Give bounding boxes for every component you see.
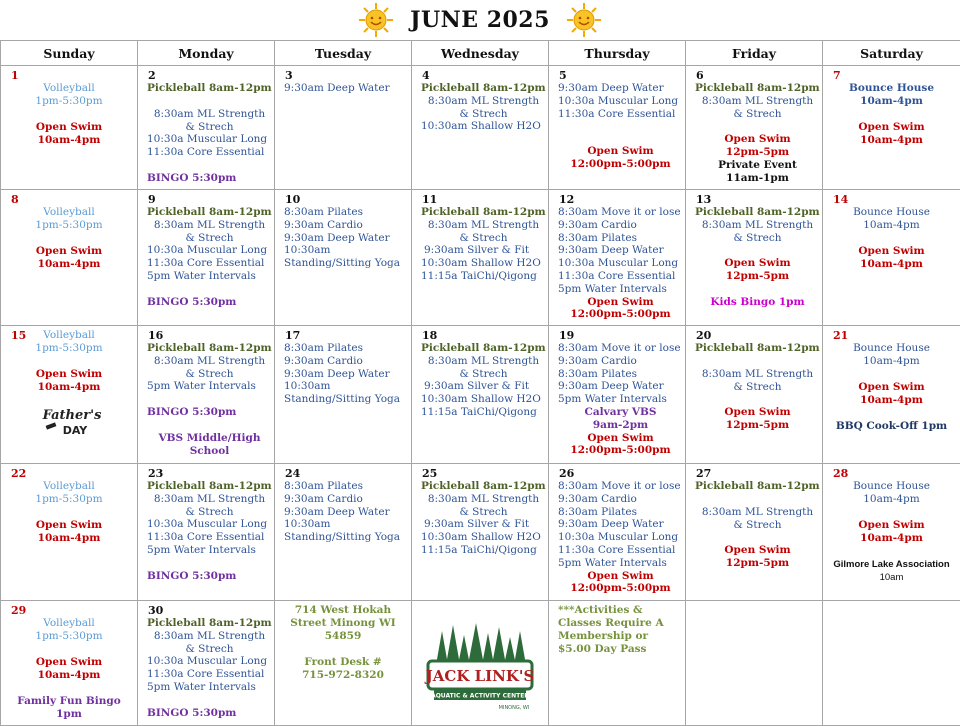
weekday-header-row [1, 41, 960, 66]
day-cell-9 [138, 190, 275, 326]
event-shallow-h2o: 10:30am Shallow H2O [421, 393, 546, 406]
event-ml-strength: 8:30am ML Strength [695, 95, 820, 108]
event-open-swim: Open Swim [1, 368, 137, 381]
day-cell-14 [823, 190, 960, 326]
day-cell-30 [138, 601, 275, 726]
day-number: 4 [422, 69, 430, 82]
event-deep-water: 9:30am Deep Water [558, 244, 683, 257]
event-time: 12:00pm-5:00pm [558, 582, 683, 595]
day-events [421, 342, 546, 419]
event-ml-strength: 8:30am ML Strength [421, 493, 546, 506]
event-core-essential: 11:30a Core Essential [147, 531, 272, 544]
info-cell-note [549, 601, 686, 726]
event-time: 12:00pm-5:00pm [558, 444, 683, 457]
day-events [695, 342, 820, 432]
event-pilates: 8:30am Pilates [558, 506, 683, 519]
event-open-swim: Open Swim [558, 145, 683, 158]
week-row [1, 66, 960, 190]
day-cell-6 [686, 66, 823, 190]
day-events [421, 480, 546, 557]
day-cell-5 [549, 66, 686, 190]
address-block [275, 604, 411, 682]
event-time: 10am-4pm [1, 381, 137, 394]
event-strech: & Strech [147, 368, 272, 381]
event-time: 9am-2pm [558, 419, 683, 432]
day-events [147, 342, 272, 458]
event-bounce-house: Bounce House [823, 480, 960, 493]
event-pickleball: Pickleball 8am-12pm [147, 480, 272, 493]
calendar-header [0, 0, 960, 40]
event-bingo: BINGO 5:30pm [147, 570, 272, 583]
event-deep-water: 9:30am Deep Water [284, 232, 409, 245]
week-row [1, 326, 960, 464]
event-volleyball: Volleyball [1, 329, 137, 342]
event-time: 10am-4pm [1, 258, 137, 271]
day-number: 6 [696, 69, 704, 82]
day-number: 26 [559, 467, 574, 480]
day-number: 3 [285, 69, 293, 82]
event-open-swim: Open Swim [1, 656, 137, 669]
event-move-it: 8:30am Move it or lose [558, 206, 683, 219]
event-time: 10am-4pm [823, 95, 960, 108]
event-water-intervals: 5pm Water Intervals [147, 380, 272, 393]
day-events [1, 617, 137, 721]
day-number: 16 [148, 329, 163, 342]
event-core-essential: 11:30a Core Essential [558, 108, 683, 121]
event-cardio: 9:30am Cardio [284, 355, 409, 368]
day-cell-3 [275, 66, 412, 190]
day-number: 30 [148, 604, 163, 617]
event-move-it: 8:30am Move it or lose [558, 480, 683, 493]
front-desk-phone: 715-972-8320 [275, 669, 411, 682]
weekday-wednesday: Wednesday [412, 41, 549, 66]
event-volleyball: Volleyball [1, 206, 137, 219]
day-events [695, 82, 820, 185]
event-pilates: 8:30am Pilates [284, 480, 409, 493]
event-strech: & Strech [695, 381, 820, 394]
day-events [558, 206, 683, 321]
day-events [147, 480, 272, 583]
day-number: 17 [285, 329, 300, 342]
note-line: $5.00 Day Pass [558, 643, 681, 656]
event-taichi: 11:15a TaiChi/Qigong [421, 406, 546, 419]
event-open-swim: Open Swim [695, 406, 820, 419]
event-volleyball: Volleyball [1, 82, 137, 95]
day-events [823, 480, 960, 584]
day-events [284, 82, 409, 95]
logo-location: MINONG, WI [499, 705, 530, 711]
event-ml-strength: 8:30am ML Strength [147, 219, 272, 232]
event-cardio: 9:30am Cardio [558, 219, 683, 232]
fathers-day-text: Father's [42, 408, 102, 423]
weekday-sunday: Sunday [1, 41, 138, 66]
sun-icon [564, 2, 604, 38]
event-bbq: BBQ Cook-Off 1pm [823, 420, 960, 433]
day-events [823, 206, 960, 271]
event-yoga: Standing/Sitting Yoga [284, 393, 409, 406]
event-strech: & Strech [147, 643, 272, 656]
event-cardio: 9:30am Cardio [284, 219, 409, 232]
event-ml-strength: 8:30am ML Strength [421, 219, 546, 232]
event-core-essential: 11:30a Core Essential [147, 668, 272, 681]
event-muscular-long: 10:30a Muscular Long [147, 655, 272, 668]
event-yoga: Standing/Sitting Yoga [284, 257, 409, 270]
note-line: ***Activities & [558, 604, 681, 617]
event-water-intervals: 5pm Water Intervals [147, 681, 272, 694]
day-events [284, 480, 409, 544]
day-events [147, 617, 272, 720]
day-number: 18 [422, 329, 437, 342]
day-number: 12 [559, 193, 574, 206]
day-number: 19 [559, 329, 574, 342]
event-strech: & Strech [147, 506, 272, 519]
event-strech: & Strech [421, 108, 546, 121]
day-cell-26 [549, 464, 686, 601]
event-time: 10am-4pm [823, 134, 960, 147]
event-pickleball: Pickleball 8am-12pm [147, 342, 272, 355]
day-cell-4 [412, 66, 549, 190]
event-open-swim: Open Swim [695, 133, 820, 146]
day-cell-22 [1, 464, 138, 601]
event-muscular-long: 10:30a Muscular Long [558, 95, 683, 108]
event-pickleball: Pickleball 8am-12pm [147, 82, 272, 95]
jack-links-logo [422, 621, 538, 713]
event-bingo: BINGO 5:30pm [147, 172, 272, 185]
day-number: 8 [11, 193, 19, 206]
event-silver-fit: 9:30am Silver & Fit [421, 518, 546, 531]
event-family-bingo: Family Fun Bingo [1, 695, 137, 708]
day-events [823, 342, 960, 433]
event-ml-strength: 8:30am ML Strength [695, 368, 820, 381]
event-pickleball: Pickleball 8am-12pm [695, 82, 820, 95]
event-yoga: Standing/Sitting Yoga [284, 531, 409, 544]
event-move-it: 8:30am Move it or lose [558, 342, 683, 355]
event-yoga-time: 10:30am [284, 380, 409, 393]
event-strech: & Strech [695, 108, 820, 121]
day-cell-1 [1, 66, 138, 190]
day-number: 11 [422, 193, 437, 206]
day-cell-23 [138, 464, 275, 601]
event-time: 12pm-5pm [695, 557, 820, 570]
event-strech: & Strech [421, 506, 546, 519]
event-yoga-time: 10:30am [284, 244, 409, 257]
day-number: 24 [285, 467, 300, 480]
event-ml-strength: 8:30am ML Strength [421, 95, 546, 108]
empty-cell [686, 601, 823, 726]
weekday-tuesday: Tuesday [275, 41, 412, 66]
day-number: 25 [422, 467, 437, 480]
event-pickleball: Pickleball 8am-12pm [695, 480, 820, 493]
event-pickleball: Pickleball 8am-12pm [695, 206, 820, 219]
week-row [1, 464, 960, 601]
day-cell-21 [823, 326, 960, 464]
event-deep-water: 9:30am Deep Water [284, 506, 409, 519]
event-pickleball: Pickleball 8am-12pm [147, 617, 272, 630]
event-volleyball: Volleyball [1, 617, 137, 630]
fathers-day-icon [39, 404, 105, 440]
day-events [284, 206, 409, 270]
day-number: 28 [833, 467, 848, 480]
event-open-swim: Open Swim [558, 570, 683, 583]
week-row [1, 190, 960, 326]
event-open-swim: Open Swim [558, 296, 683, 309]
event-core-essential: 11:30a Core Essential [147, 146, 272, 159]
event-time: 12pm-5pm [695, 270, 820, 283]
day-events [558, 82, 683, 171]
day-number: 20 [696, 329, 711, 342]
calendar-grid [0, 40, 960, 726]
day-events [284, 342, 409, 406]
event-calvary-vbs: Calvary VBS [558, 406, 683, 419]
day-cell-29 [1, 601, 138, 726]
day-events [1, 329, 137, 394]
day-events [558, 342, 683, 457]
event-taichi: 11:15a TaiChi/Qigong [421, 544, 546, 557]
event-strech: & Strech [147, 232, 272, 245]
day-events [421, 82, 546, 133]
address-line: 54859 [275, 630, 411, 643]
info-cell-logo [412, 601, 549, 726]
event-pickleball: Pickleball 8am-12pm [421, 342, 546, 355]
event-silver-fit: 9:30am Silver & Fit [421, 380, 546, 393]
event-time: 1pm [1, 708, 137, 721]
day-cell-16 [138, 326, 275, 464]
event-muscular-long: 10:30a Muscular Long [558, 531, 683, 544]
event-ml-strength: 8:30am ML Strength [147, 493, 272, 506]
event-open-swim: Open Swim [1, 121, 137, 134]
event-deep-water: 9:30am Deep Water [284, 368, 409, 381]
event-core-essential: 11:30a Core Essential [147, 257, 272, 270]
event-deep-water: 9:30am Deep Water [284, 82, 409, 95]
day-number: 2 [148, 69, 156, 82]
event-cardio: 9:30am Cardio [284, 493, 409, 506]
event-deep-water: 9:30am Deep Water [558, 82, 683, 95]
event-pickleball: Pickleball 8am-12pm [421, 82, 546, 95]
address-line: 714 West Hokah [275, 604, 411, 617]
empty-cell [823, 601, 960, 726]
event-pickleball: Pickleball 8am-12pm [695, 342, 820, 355]
day-events [147, 206, 272, 309]
event-strech: & Strech [147, 121, 272, 134]
day-events [1, 480, 137, 545]
event-shallow-h2o: 10:30am Shallow H2O [421, 531, 546, 544]
day-events [695, 206, 820, 309]
event-water-intervals: 5pm Water Intervals [558, 393, 683, 406]
event-pilates: 8:30am Pilates [558, 368, 683, 381]
event-ml-strength: 8:30am ML Strength [147, 108, 272, 121]
event-pilates: 8:30am Pilates [284, 206, 409, 219]
event-pickleball: Pickleball 8am-12pm [421, 206, 546, 219]
week-row [1, 601, 960, 726]
event-cardio: 9:30am Cardio [558, 493, 683, 506]
day-events [558, 480, 683, 595]
event-vbs: School [147, 445, 272, 458]
event-strech: & Strech [421, 232, 546, 245]
calendar-title: JUNE 2025 [410, 7, 550, 33]
event-pilates: 8:30am Pilates [558, 232, 683, 245]
event-water-intervals: 5pm Water Intervals [558, 283, 683, 296]
day-events [1, 82, 137, 147]
day-number: 23 [148, 467, 163, 480]
weekday-friday: Friday [686, 41, 823, 66]
day-cell-20 [686, 326, 823, 464]
day-cell-24 [275, 464, 412, 601]
event-time: 10am-4pm [823, 394, 960, 407]
event-pilates: 8:30am Pilates [284, 342, 409, 355]
day-cell-13 [686, 190, 823, 326]
event-bingo: BINGO 5:30pm [147, 406, 272, 419]
event-time: 1pm-5:30pm [1, 219, 137, 232]
day-number: 22 [11, 467, 26, 480]
event-open-swim: Open Swim [1, 519, 137, 532]
day-events [421, 206, 546, 283]
logo-name: JACK LINK'S [424, 667, 535, 685]
event-time: 11am-1pm [695, 172, 820, 185]
event-ml-strength: 8:30am ML Strength [695, 219, 820, 232]
front-desk-label: Front Desk # [275, 656, 411, 669]
day-number: 15 [11, 329, 26, 342]
event-gilmore: Gilmore Lake Association [823, 558, 960, 571]
day-cell-2 [138, 66, 275, 190]
event-time: 12:00pm-5:00pm [558, 158, 683, 171]
day-cell-25 [412, 464, 549, 601]
event-pickleball: Pickleball 8am-12pm [147, 206, 272, 219]
event-taichi: 11:15a TaiChi/Qigong [421, 270, 546, 283]
address-line: Street Minong WI [275, 617, 411, 630]
day-cell-17 [275, 326, 412, 464]
event-muscular-long: 10:30a Muscular Long [558, 257, 683, 270]
event-vbs: VBS Middle/High [147, 432, 272, 445]
event-strech: & Strech [421, 368, 546, 381]
event-time: 10am-4pm [1, 532, 137, 545]
event-open-swim: Open Swim [823, 381, 960, 394]
event-time: 10am-4pm [823, 258, 960, 271]
weekday-monday: Monday [138, 41, 275, 66]
event-ml-strength: 8:30am ML Strength [147, 355, 272, 368]
event-time: 12pm-5pm [695, 419, 820, 432]
weekday-saturday: Saturday [823, 41, 960, 66]
day-number: 1 [11, 69, 19, 82]
event-strech: & Strech [695, 232, 820, 245]
event-deep-water: 9:30am Deep Water [558, 380, 683, 393]
event-time: 1pm-5:30pm [1, 493, 137, 506]
event-water-intervals: 5pm Water Intervals [558, 557, 683, 570]
event-volleyball: Volleyball [1, 480, 137, 493]
event-private: Private Event [695, 159, 820, 172]
day-events [1, 206, 137, 271]
day-cell-28 [823, 464, 960, 601]
note-line: Classes Require A [558, 617, 681, 630]
event-muscular-long: 10:30a Muscular Long [147, 518, 272, 531]
event-open-swim: Open Swim [558, 432, 683, 445]
event-shallow-h2o: 10:30am Shallow H2O [421, 257, 546, 270]
day-cell-27 [686, 464, 823, 601]
event-kids-bingo: Kids Bingo 1pm [695, 296, 820, 309]
event-time: 10am-4pm [823, 493, 960, 506]
event-time: 10am-4pm [823, 219, 960, 232]
event-open-swim: Open Swim [823, 121, 960, 134]
event-time: 10am-4pm [1, 134, 137, 147]
event-bingo: BINGO 5:30pm [147, 296, 272, 309]
event-time: 12pm-5pm [695, 146, 820, 159]
weekday-thursday: Thursday [549, 41, 686, 66]
event-bounce-house: Bounce House [823, 342, 960, 355]
day-number: 21 [833, 329, 848, 342]
event-open-swim: Open Swim [823, 519, 960, 532]
event-time: 12:00pm-5:00pm [558, 308, 683, 321]
day-number: 29 [11, 604, 26, 617]
event-muscular-long: 10:30a Muscular Long [147, 244, 272, 257]
note-line: Membership or [558, 630, 681, 643]
event-open-swim: Open Swim [823, 245, 960, 258]
info-cell-address [275, 601, 412, 726]
event-yoga-time: 10:30am [284, 518, 409, 531]
day-cell-10 [275, 190, 412, 326]
event-open-swim: Open Swim [695, 544, 820, 557]
day-cell-8 [1, 190, 138, 326]
event-time: 1pm-5:30pm [1, 342, 137, 355]
event-open-swim: Open Swim [1, 245, 137, 258]
event-deep-water: 9:30am Deep Water [558, 518, 683, 531]
day-cell-12 [549, 190, 686, 326]
day-events [695, 480, 820, 570]
day-cell-11 [412, 190, 549, 326]
event-time: 1pm-5:30pm [1, 630, 137, 643]
event-time: 10am-4pm [823, 355, 960, 368]
day-number: 10 [285, 193, 300, 206]
event-ml-strength: 8:30am ML Strength [147, 630, 272, 643]
membership-note [558, 604, 681, 656]
day-cell-15 [1, 326, 138, 464]
event-core-essential: 11:30a Core Essential [558, 270, 683, 283]
event-time: 10am-4pm [823, 532, 960, 545]
event-ml-strength: 8:30am ML Strength [695, 506, 820, 519]
event-open-swim: Open Swim [695, 257, 820, 270]
event-silver-fit: 9:30am Silver & Fit [421, 244, 546, 257]
event-water-intervals: 5pm Water Intervals [147, 544, 272, 557]
event-time: 10am [823, 571, 960, 584]
event-pickleball: Pickleball 8am-12pm [421, 480, 546, 493]
day-number: 13 [696, 193, 711, 206]
day-number: 5 [559, 69, 567, 82]
day-cell-19 [549, 326, 686, 464]
event-bounce-house: Bounce House [823, 82, 960, 95]
day-number: 27 [696, 467, 711, 480]
logo-subtitle: AQUATIC & ACTIVITY CENTER [431, 693, 529, 700]
event-water-intervals: 5pm Water Intervals [147, 270, 272, 283]
sun-icon [356, 2, 396, 38]
day-number: 9 [148, 193, 156, 206]
fathers-day-text: DAY [63, 424, 89, 437]
event-muscular-long: 10:30a Muscular Long [147, 133, 272, 146]
event-cardio: 9:30am Cardio [558, 355, 683, 368]
day-number: 14 [833, 193, 848, 206]
event-strech: & Strech [695, 519, 820, 532]
day-events [823, 82, 960, 147]
day-number: 7 [833, 69, 841, 82]
event-bounce-house: Bounce House [823, 206, 960, 219]
day-cell-7 [823, 66, 960, 190]
day-cell-18 [412, 326, 549, 464]
event-core-essential: 11:30a Core Essential [558, 544, 683, 557]
event-ml-strength: 8:30am ML Strength [421, 355, 546, 368]
event-time: 10am-4pm [1, 669, 137, 682]
event-shallow-h2o: 10:30am Shallow H2O [421, 120, 546, 133]
event-bingo: BINGO 5:30pm [147, 707, 272, 720]
event-time: 1pm-5:30pm [1, 95, 137, 108]
day-events [147, 82, 272, 185]
